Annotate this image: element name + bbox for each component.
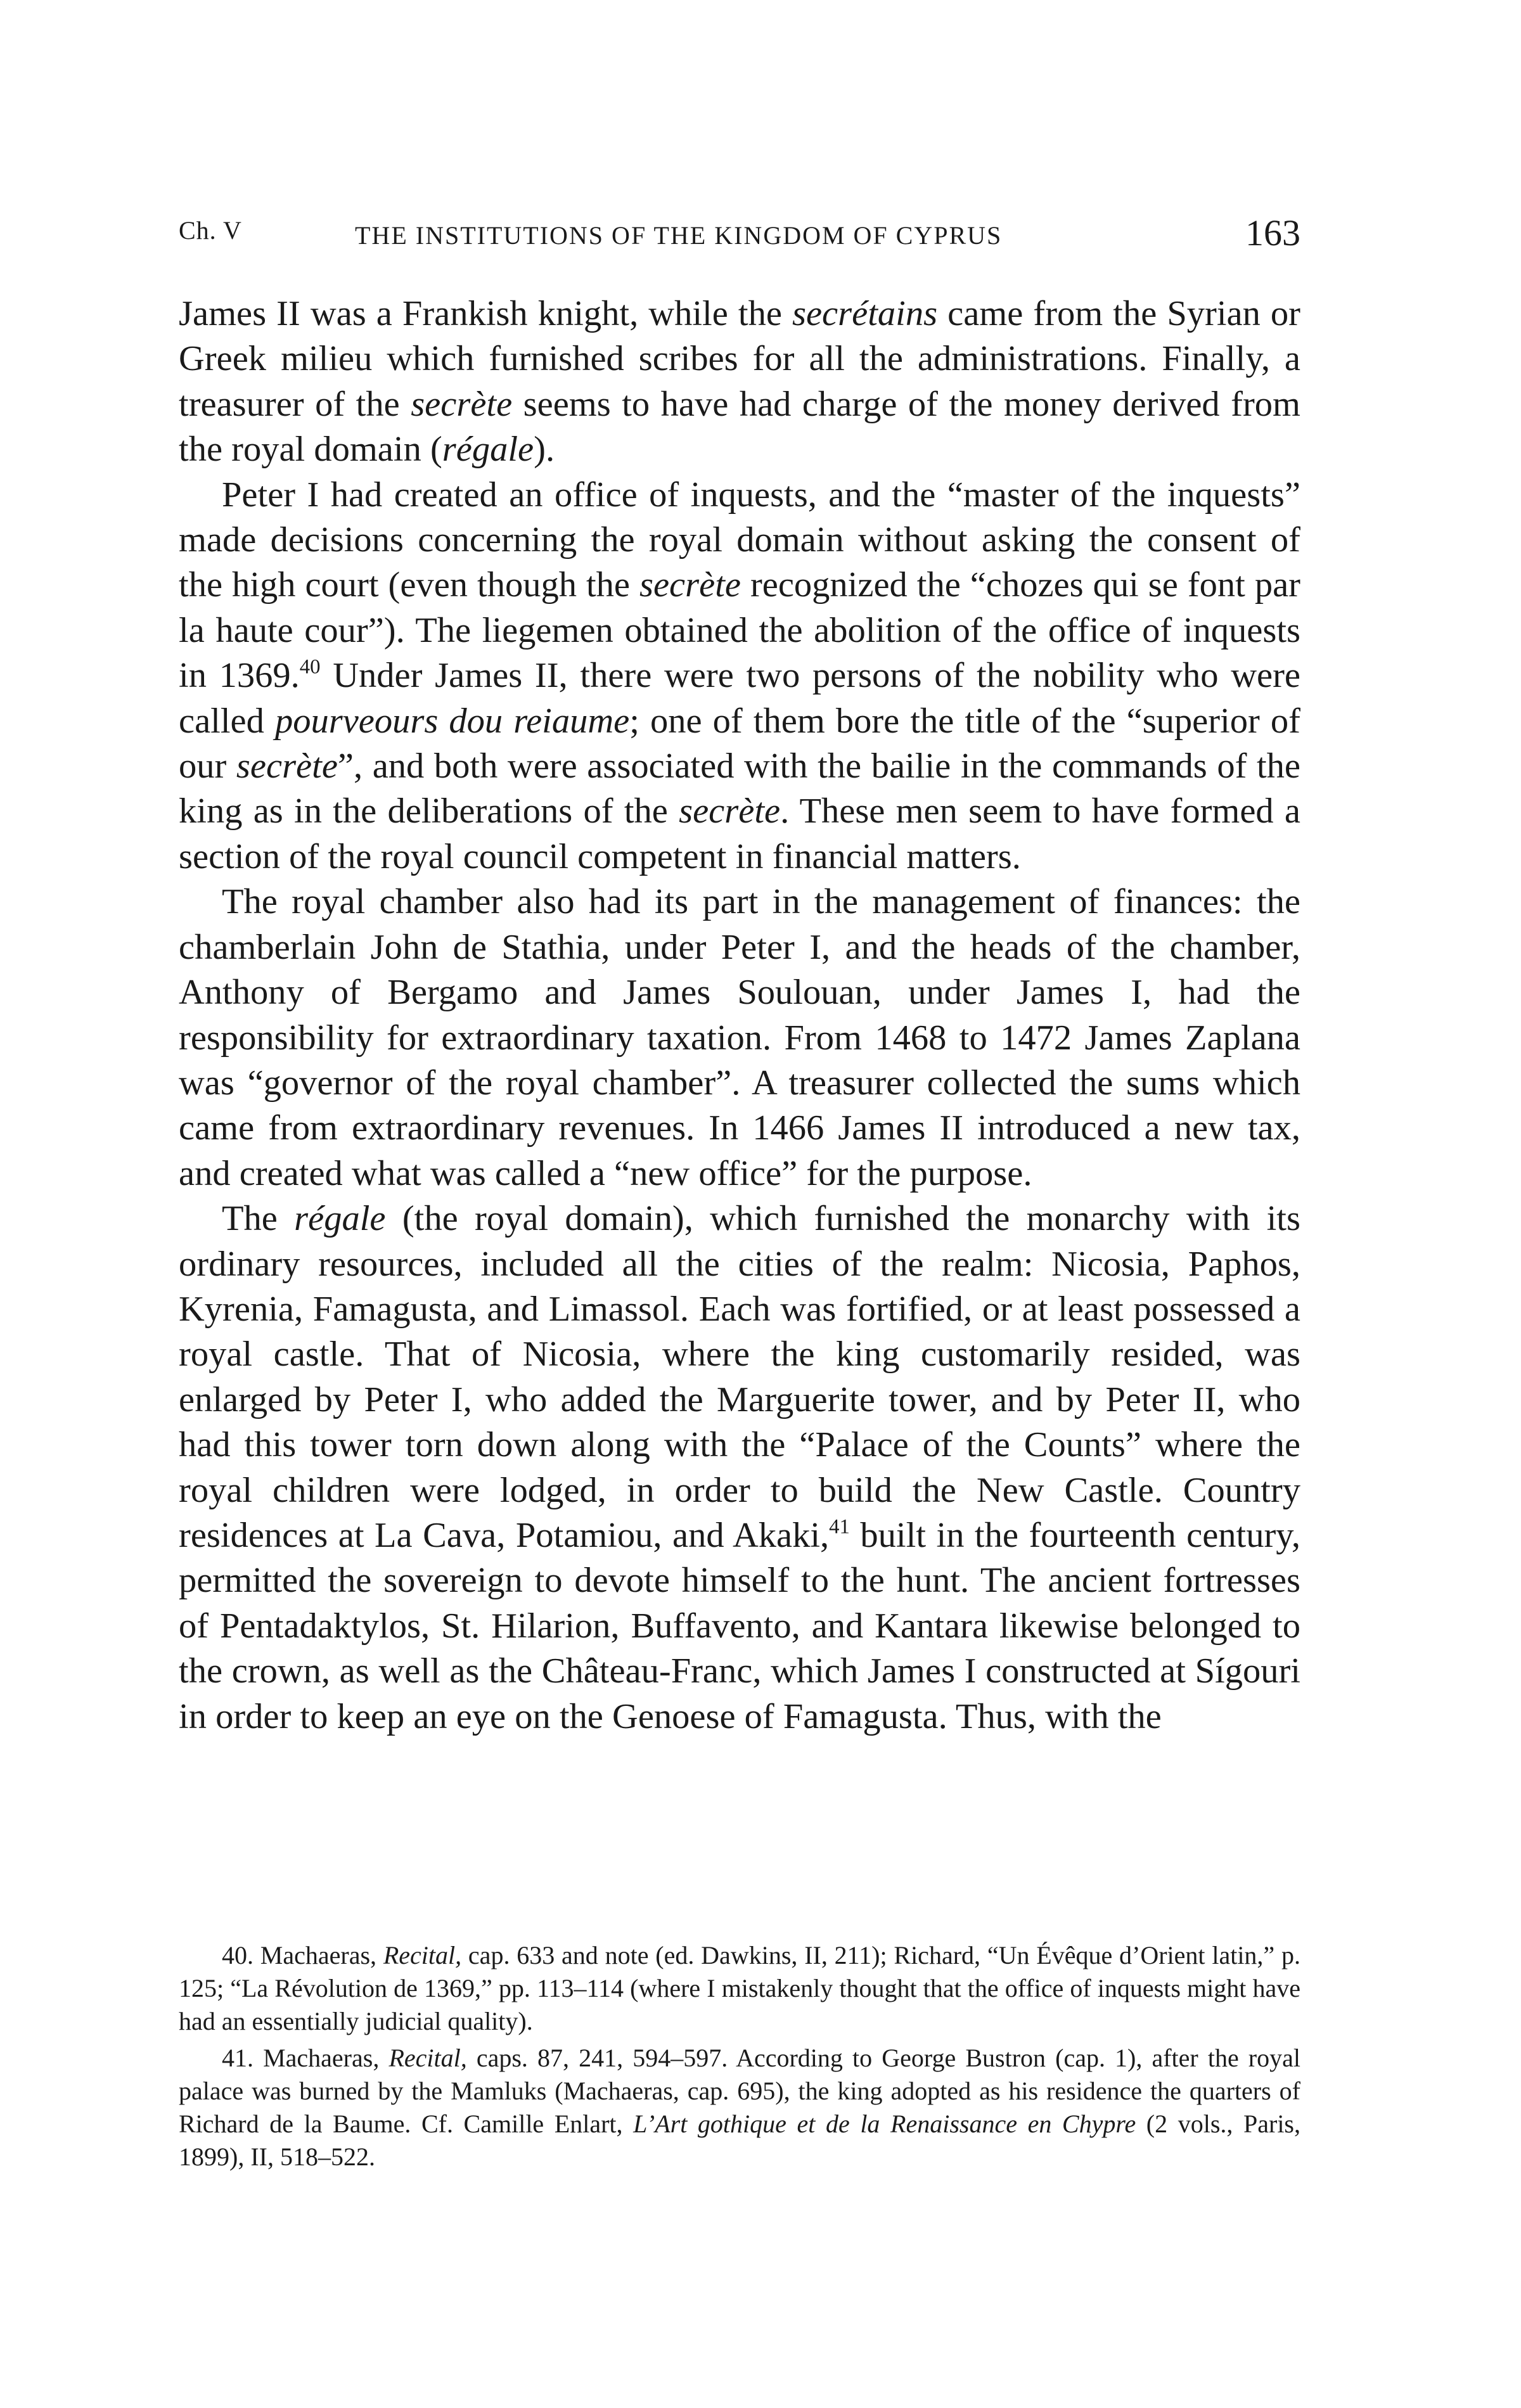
text-run: caps. 87, 241, 594–597. According to George Bustron (cap. 1), after the royal palace was burned by the Mamluks (Machaeras, cap. 695), the king adopted as his residence the quarters of Richard de la Baume. Cf. Camille Enlart,: [179, 2044, 1300, 2138]
text-run: (the royal domain), which furnished the monarchy with its ordinary resources, included all the cities of the realm: Nicosia, Paphos, Kyrenia, Famagusta, and Limassol. Each was fortified, or at least possessed a royal castle. That of Nicosia, where the king customarily resided, was enlarged by Peter I, who added the Marguerite tower, and by Peter II, who had this tower torn down along with the “Palace of the Counts” where the royal children were lodged, in order to build the New Castle. Country residences at La Cava, Potamiou, and Akaki,: [179, 1199, 1300, 1555]
text-run: 40. Machaeras,: [222, 1941, 383, 1969]
text-run: . These men seem to have formed a section of the royal council competent in financial matters.: [179, 791, 1300, 876]
footnote-reference: 41: [829, 1515, 850, 1539]
text-run: The: [222, 1199, 295, 1239]
footnote: [179, 1939, 1300, 2038]
text-run: cap. 633 and note (ed. Dawkins, II, 211); Richard, “Un Évêque d’Orient latin,” p. 125; “La Révolution de 1369,” pp. 113–114 (where I mistakenly thought that the office of inquests might have had an essentially judicial quality).: [179, 1941, 1300, 2035]
italic-text: secrète: [236, 746, 338, 786]
text-run: ”, and both were associated with the bailie in the commands of the king as in the deliberations of the: [179, 746, 1301, 831]
body-paragraph: [179, 880, 1300, 1196]
body-paragraph: [179, 473, 1300, 880]
text-run: ; one of them bore the title of the “superior of our: [179, 701, 1300, 786]
footnote-reference: 40: [299, 655, 321, 679]
italic-text: pourveours dou reiaume: [274, 701, 630, 741]
italic-text: secrète: [679, 791, 781, 831]
footnotes: [179, 1939, 1300, 2177]
italic-text: secrète: [411, 384, 513, 424]
text-run: built in the fourteenth century, permitted the sovereign to devote himself to the hunt. The ancient fortresses of Pentadaktylos, St. Hilarion, Buffavento, and Kantara likewise belonged to the crown, as well as the Château-Franc, which James I constructed at Sígouri in order to keep an eye on the Genoese of Famagusta. Thus, with the: [179, 1515, 1300, 1736]
text-run: (2 vols., Paris, 1899), II, 518–522.: [179, 2110, 1301, 2171]
italic-text: régale: [294, 1199, 386, 1239]
chapter-label: Ch. V: [179, 216, 242, 245]
body-paragraph: [179, 291, 1300, 473]
running-title: THE INSTITUTIONS OF THE KINGDOM OF CYPRUS: [355, 221, 1003, 250]
text-run: The royal chamber also had its part in the management of finances: the chamberlain John de Stathia, under Peter I, and the heads of the chamber, Anthony of Bergamo and James Soulouan, under James I, had the responsibility for extraordinary taxation. From 1468 to 1472 James Zaplana was “governor of the royal chamber”. A treasurer collected the sums which came from extraordinary revenues. In 1466 James II introduced a new tax, and created what was called a “new office” for the purpose.: [179, 882, 1300, 1193]
text-run: came from the Syrian or Greek milieu which furnished scribes for all the administrations. Finally, a treasurer of the: [179, 294, 1300, 424]
text-run: James II was a Frankish knight, while the: [179, 294, 792, 333]
text-run: recognized the “chozes qui se font par la haute cour”). The liegemen obtained the abolition of the office of inquests in 1369.: [179, 565, 1300, 696]
text-run: ).: [534, 430, 555, 470]
italic-text: secrète: [639, 565, 741, 605]
text-run: Peter I had created an office of inquests, and the “master of the inquests” made decisions concerning the royal domain without asking the consent of the high court (even though the: [179, 475, 1300, 605]
footnote: [179, 2042, 1300, 2174]
italic-text: secrétains: [792, 294, 938, 333]
running-head: [179, 212, 1300, 260]
italic-text: régale: [442, 430, 534, 470]
text-run: Under James II, there were two persons of the nobility who were called: [179, 656, 1300, 741]
body-paragraph: [179, 1196, 1300, 1739]
italic-text: Recital,: [383, 1941, 462, 1969]
italic-text: Recital,: [388, 2044, 467, 2072]
text-run: 41. Machaeras,: [222, 2044, 389, 2072]
body-text: [179, 291, 1300, 1739]
page-number: 163: [1245, 212, 1300, 253]
italic-text: L’Art gothique et de la Renaissance en Chypre: [633, 2110, 1136, 2138]
text-run: seems to have had charge of the money derived from the royal domain (: [179, 384, 1300, 470]
